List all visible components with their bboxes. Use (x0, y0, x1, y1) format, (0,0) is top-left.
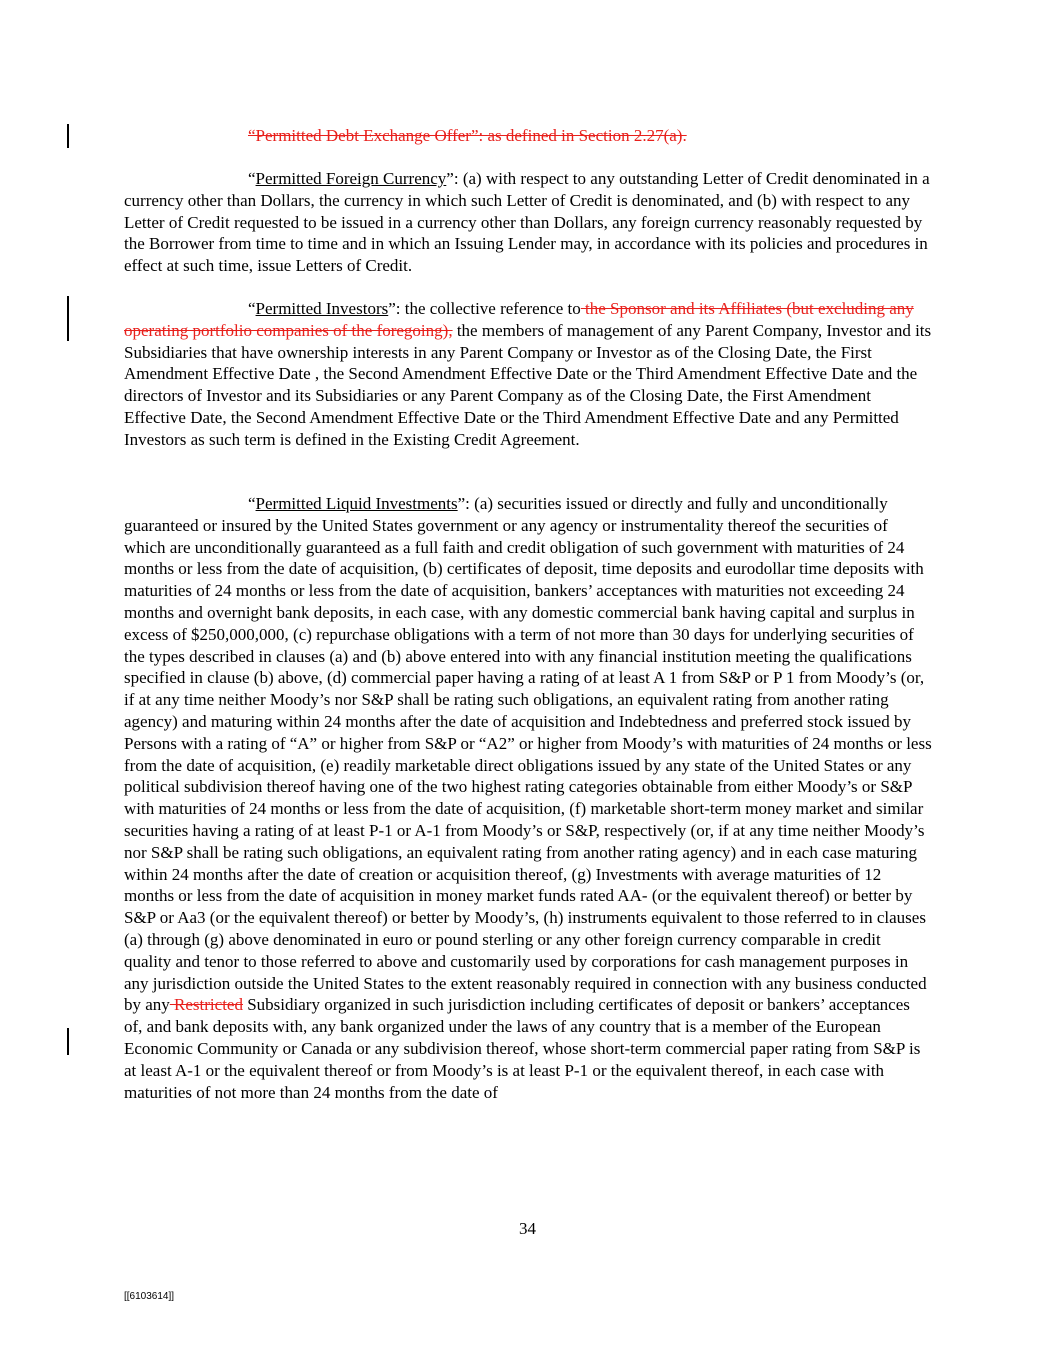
term-separator: ”: (457, 494, 475, 513)
definition-foreign-currency (124, 168, 932, 277)
definition-body: (a) securities issued or directly and fully and unconditionally guaranteed or insured by the United States government or any agency or instrumentality thereof the securities of which are unconditionally guaranteed as a full faith and credit obligation of such government with maturities of 24 months or less from the date of acquisition, (b) certificates of deposit, time deposits and eurodollar time deposits with maturities of 24 months or less from the date of acquisition, bankers’ acceptances with maturities not exceeding 24 months and overnight bank deposits, in each case, with any domestic commercial bank having capital and surplus in excess of $250,000,000, (c) repurchase obligations with a term of not more than 30 days for underlying securities of the types described in clauses (a) and (b) above entered into with any financial institution meeting the qualifications specified in clause (b) above, (d) commercial paper having a rating of at least A 1 from S&P or P 1 from Moody’s (or, if at any time neither Moody’s nor S&P shall be rating such obligations, an equivalent rating from another rating agency) and maturing within 24 months after the date of acquisition and Indebtedness and preferred stock issued by Persons with a rating of “A” or higher from S&P or “A2” or higher from Moody’s with maturities of 24 months or less from the date of acquisition, (e) readily marketable direct obligations issued by any state of the United States or any political subdivision thereof having one of the two highest rating categories obtainable from either Moody’s or S&P with maturities of 24 months or less from the date of acquisition, (f) marketable short-term money market and similar securities having a rating of at least P-1 or A-1 from Moody’s or S&P, respectively (or, if at any time neither Moody’s nor S&P shall be rating such obligations, an equivalent rating from another rating agency) and in each case maturing within 24 months after the date of creation or acquisition thereof, (g) Investments with average maturities of 12 months or less from the date of acquisition in money market funds rated AA- (or the equivalent thereof) or better by S&P or Aa3 (or the equivalent thereof) or better by Moody’s, (h) instruments equivalent to those referred to in clauses (a) through (g) above denominated in euro or pound sterling or any other foreign currency comparable in credit quality and tenor to those referred to above and customarily used by corporations for cash management purposes in any jurisdiction outside the United States to the extent reasonably required in connection with any business conducted by any (124, 494, 932, 1015)
term-separator: ”: (388, 299, 405, 318)
deleted-text: “Permitted Debt Exchange Offer”: as defined in Section 2.27(a). (248, 126, 687, 145)
document-id-footer: [[6103614]] (124, 1291, 175, 1302)
defined-term: Permitted Liquid Investments (255, 494, 458, 513)
definition-body: (a) with respect to any outstanding Letter of Credit denominated in a currency other than Dollars, the currency in which such Letter of Credit is denominated, and (b) with respect to any Letter of Credit requested to be issued in a currency other than Dollars, any foreign currency reasonably requested by the Borrower from time to time and in which an Issuing Lender may, in accordance with its policies and procedures in effect at such time, issue Letters of Credit. (124, 169, 930, 276)
definition-liquid-investments (124, 493, 932, 1103)
definition-lead: the collective reference to (404, 299, 581, 318)
open-quote: “ (248, 299, 256, 318)
definition-debt-exchange (124, 125, 932, 147)
open-quote: “ (248, 494, 256, 513)
change-bar (67, 296, 69, 341)
defined-term: Permitted Foreign Currency (255, 169, 447, 188)
change-bar (67, 124, 69, 148)
change-bar (67, 1028, 69, 1055)
term-separator: ”: (446, 169, 463, 188)
open-quote: “ (248, 169, 256, 188)
definition-body-continued: Subsidiary organized in such jurisdiction including certificates of deposit or bankers’ acceptances of, and bank deposits with, any bank organized under the laws of any country that is a member of the European Economic Community or Canada or any subdivision thereof, whose short-term commercial paper rating from S&P is at least A-1 or the equivalent thereof or from Moody’s is at least P-1 or the equivalent thereof, in each case with maturities of not more than 24 months from the date of (124, 995, 921, 1102)
definition-body: the members of management of any Parent Company, Investor and its Subsidiaries that have ownership interests in any Parent Company or Investor as of the Closing Date, the First Amendment Effective Date , the Second Amendment Effective Date or the Third Amendment Effective Date and the directors of Investor and its Subsidiaries or any Parent Company as of the Closing Date, the First Amendment Effective Date, the Second Amendment Effective Date or the Third Amendment Effective Date and any Permitted Investors as such term is defined in the Existing Credit Agreement. (124, 320, 932, 449)
page-number: 34 (519, 1219, 536, 1238)
deleted-text: Restricted (169, 995, 243, 1015)
defined-term: Permitted Investors (255, 299, 389, 318)
deleted-text: the Sponsor and its Affiliates (but excluding any operating portfolio companies of the foregoing), (124, 299, 914, 340)
definition-investors (124, 298, 932, 451)
